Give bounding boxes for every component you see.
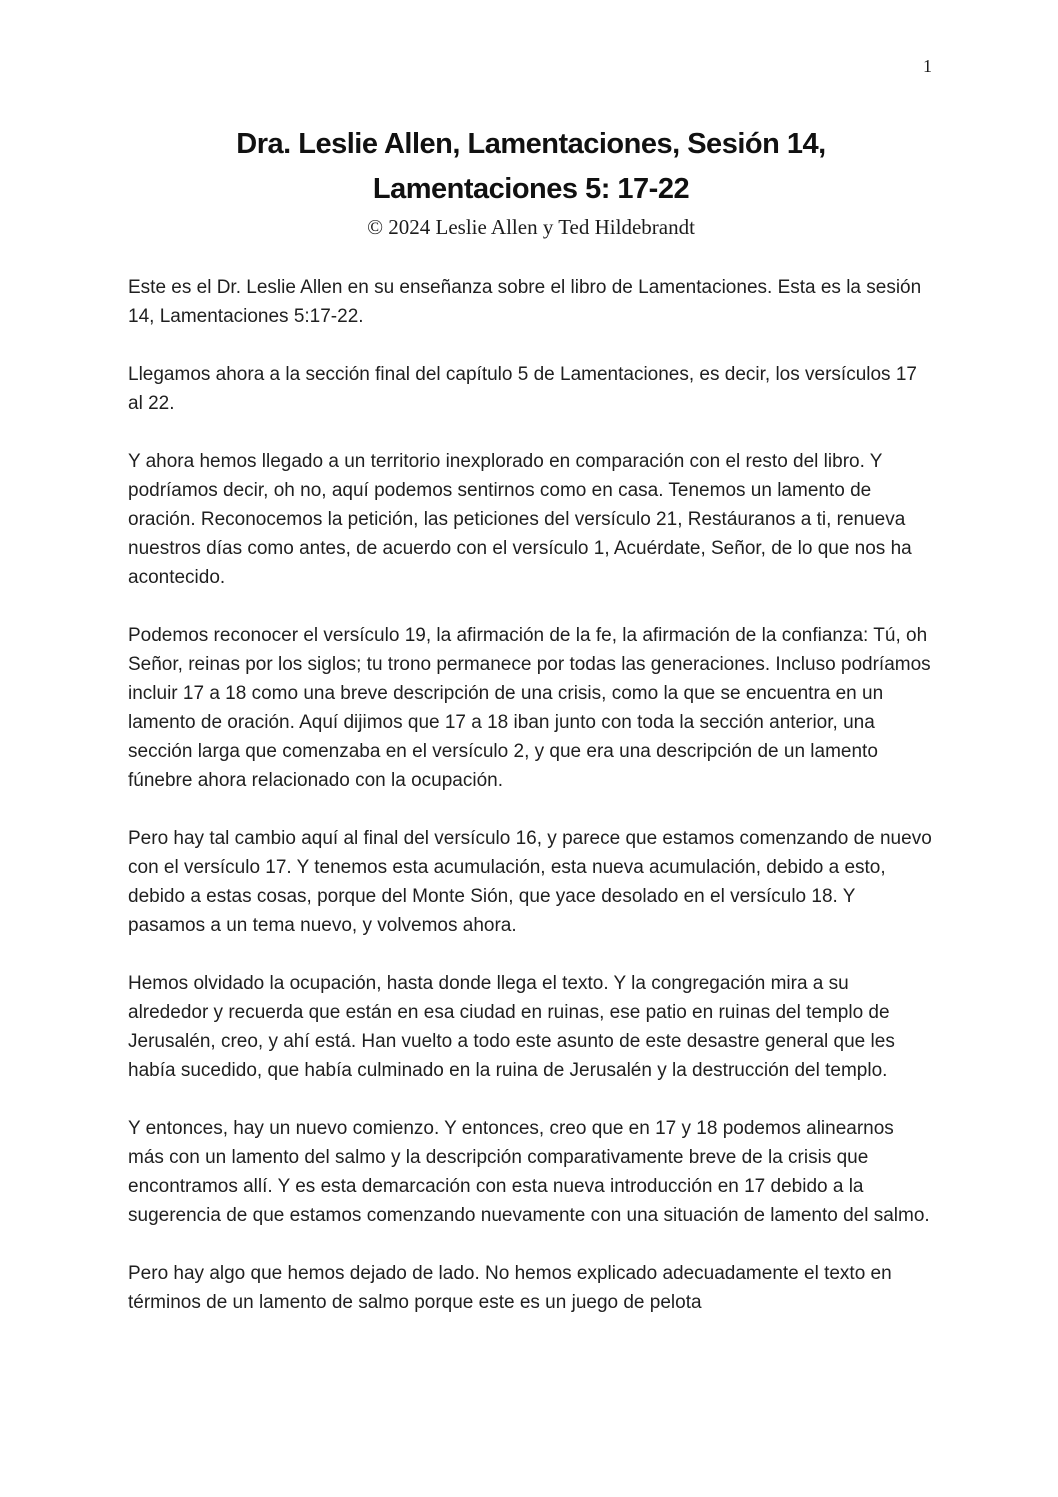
paragraph-3: Y ahora hemos llegado a un territorio inexplorado en comparación con el resto del libro. Y podríamos decir, oh no, aquí podemos sentirnos como en casa. Tenemos un lamento de oración. Reconocemos la petición, las peticiones del versículo 21, Restáuranos a ti, renueva nuestros días como antes, de acuerdo con el versículo 1, Acuérdate, Señor, de lo que nos ha acontecido. xyxy=(128,451,912,589)
paragraph-5: Pero hay tal cambio aquí al final del versículo 16, y parece que estamos comenzando de nuevo con el versículo 17. Y tenemos esta acumulación, esta nueva acumulación, debido a esto, debido a estas cosas, porque del Monte Sión, que yace desolado en el versículo 18. Y pasamos a un tema nuevo, y volvemos ahora. xyxy=(128,828,932,937)
copyright-line: © 2024 Leslie Allen y Ted Hildebrandt xyxy=(367,214,695,239)
paragraph-2: Llegamos ahora a la sección final del capítulo 5 de Lamentaciones, es decir, los versículos 17 al 22. xyxy=(128,364,917,415)
document-title xyxy=(128,122,934,212)
paragraph-6: Hemos olvidado la ocupación, hasta donde llega el texto. Y la congregación mira a su alrededor y recuerda que están en esa ciudad en ruinas, ese patio en ruinas del templo de Jerusalén, creo, y ahí está. Han vuelto a todo este asunto de este desastre general que les había sucedido, que había culminado en la ruina de Jerusalén y la destrucción del templo. xyxy=(128,973,895,1082)
paragraph-1: Este es el Dr. Leslie Allen en su enseñanza sobre el libro de Lamentaciones. Esta es la sesión 14, Lamentaciones 5:17-22. xyxy=(128,277,922,328)
page-content xyxy=(128,0,934,1346)
paragraph-7: Y entonces, hay un nuevo comienzo. Y entonces, creo que en 17 y 18 podemos alinearnos más con un lamento del salmo y la descripción comparativamente breve de la crisis que encontramos allí. Y es esta demarcación con esta nueva introducción en 17 debido a la sugerencia de que estamos comenzando nuevamente con una situación de lamento del salmo. xyxy=(128,1118,930,1227)
paragraph-4: Podemos reconocer el versículo 19, la afirmación de la fe, la afirmación de la confianza: Tú, oh Señor, reinas por los siglos; tu trono permanece por todas las generaciones. Incluso podríamos incluir 17 a 18 como una breve descripción de una crisis, como la que se encuentra en un lamento de oración. Aquí dijimos que 17 a 18 iban junto con toda la sección anterior, una sección larga que comenzaba en el versículo 2, y que era una descripción de un lamento fúnebre ahora relacionado con la ocupación. xyxy=(128,625,931,792)
title-line-1: Dra. Leslie Allen, Lamentaciones, Sesión 14, xyxy=(236,128,826,160)
page-number: 1 xyxy=(923,56,932,76)
paragraph-8: Pero hay algo que hemos dejado de lado. No hemos explicado adecuadamente el texto en términos de un lamento de salmo porque este es un juego de pelota xyxy=(128,1263,892,1314)
title-line-2: Lamentaciones 5: 17-22 xyxy=(372,172,690,205)
body-text xyxy=(128,273,934,1317)
